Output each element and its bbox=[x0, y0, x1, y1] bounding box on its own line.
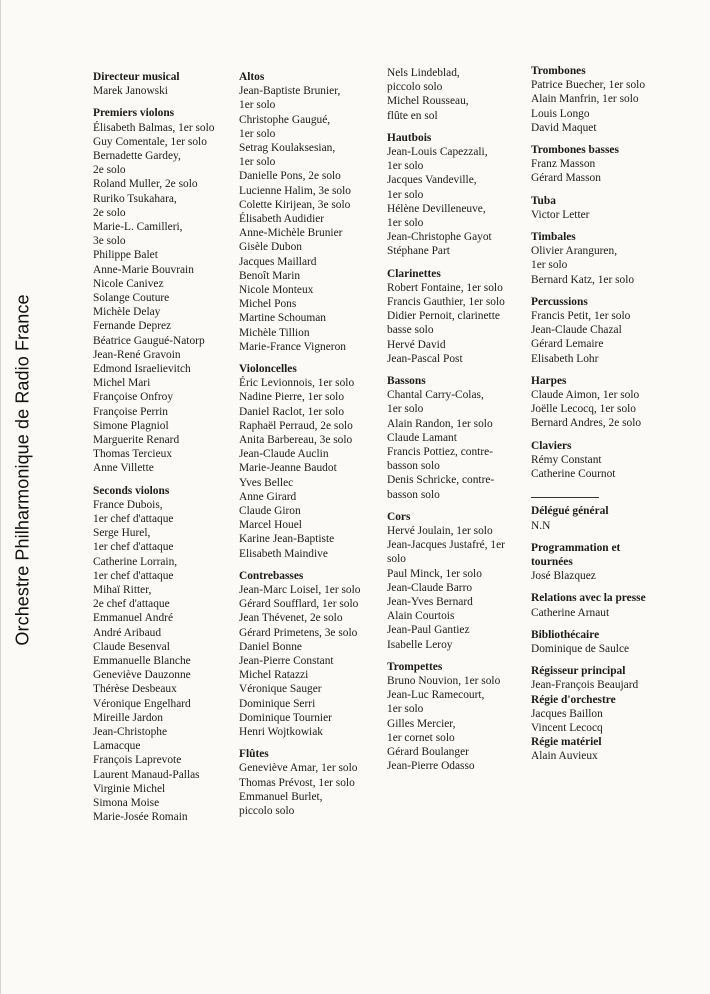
member-entry: Serge Hurel, bbox=[93, 527, 151, 540]
member-entry: Rémy Constant bbox=[531, 453, 602, 466]
member-entry: Benoît Marin bbox=[239, 269, 301, 282]
member-entry: Edmond Israelievitch bbox=[93, 363, 191, 375]
section-heading: Harpes bbox=[531, 374, 567, 387]
member-entry: Stéphane Part bbox=[387, 245, 450, 258]
member-entry: Jean-Baptiste Brunier, bbox=[239, 85, 341, 98]
member-entry: Thomas Tercieux bbox=[93, 448, 173, 461]
member-entry: Alain Auvieux bbox=[531, 750, 598, 763]
member-entry: basson solo bbox=[387, 488, 440, 501]
member-entry: David Maquet bbox=[531, 121, 597, 134]
member-entry: Jean-Christophe bbox=[93, 726, 168, 738]
member-entry: Catherine Arnaut bbox=[531, 606, 610, 619]
member-entry: Isabelle Leroy bbox=[387, 638, 453, 651]
member-entry: Marek Janowski bbox=[93, 85, 168, 98]
member-entry: 1er solo bbox=[387, 160, 424, 173]
member-entry: 2e solo bbox=[93, 206, 126, 219]
member-entry: Henri Wojtkowiak bbox=[239, 726, 323, 738]
member-entry: Gérard Masson bbox=[531, 172, 601, 185]
member-entry: Jean-Pierre Odasso bbox=[387, 760, 475, 773]
member-entry: Jean-Claude Chazal bbox=[531, 324, 622, 337]
member-entry: 1er solo bbox=[387, 403, 424, 416]
member-entry: Hervé David bbox=[387, 338, 446, 351]
member-entry: Daniel Bonne bbox=[239, 640, 302, 653]
member-entry: 1er chef d'attaque bbox=[93, 541, 174, 554]
member-entry: Emmanuelle Blanche bbox=[93, 655, 191, 667]
member-entry: 1er solo bbox=[239, 99, 276, 112]
member-entry: Jacques Baillon bbox=[531, 707, 603, 720]
section-heading: Cors bbox=[387, 510, 411, 523]
section-heading: Programmation et bbox=[531, 541, 621, 554]
member-entry: Nicole Canivez bbox=[93, 277, 164, 290]
member-entry: Thomas Prévost, 1er solo bbox=[239, 776, 355, 789]
member-entry: Catherine Lorrain, bbox=[93, 555, 178, 568]
section-heading: Directeur musical bbox=[93, 71, 180, 83]
member-entry: 2e chef d'attaque bbox=[93, 598, 170, 611]
member-entry: Marie-Josée Romain bbox=[93, 811, 188, 824]
member-entry: Michel Pons bbox=[239, 298, 297, 311]
member-entry: Gérard Boulanger bbox=[387, 746, 469, 758]
member-entry: André Aribaud bbox=[93, 626, 162, 639]
member-entry: Véronique Engelhard bbox=[93, 697, 191, 710]
member-entry: Anne-Michèle Brunier bbox=[239, 227, 343, 240]
member-entry: Nicole Monteux bbox=[239, 284, 314, 296]
section-heading: Régisseur principal bbox=[531, 665, 626, 678]
member-entry: Emmanuel André bbox=[93, 612, 174, 625]
section-heading: Violoncelles bbox=[239, 363, 297, 375]
member-entry: Marcel Houel bbox=[239, 519, 302, 532]
member-entry: Joëlle Lecocq, 1er solo bbox=[531, 403, 637, 416]
member-entry: Jean-Christophe Gayot bbox=[387, 231, 492, 244]
member-entry: Louis Longo bbox=[531, 107, 590, 120]
section-heading: Seconds violons bbox=[93, 484, 170, 497]
member-entry: Martine Schouman bbox=[239, 312, 326, 325]
member-entry: Dominique Serri bbox=[239, 697, 316, 710]
member-entry: Danielle Pons, 2e solo bbox=[239, 170, 341, 183]
member-entry: Jean-Claude Auclin bbox=[239, 448, 329, 461]
member-entry: Françoise Onfroy bbox=[93, 391, 174, 404]
member-entry: 1er cornet solo bbox=[387, 731, 455, 744]
member-entry: Vincent Lecocq bbox=[531, 722, 603, 734]
member-entry: Gilles Mercier, bbox=[387, 717, 456, 730]
section-heading: Trompettes bbox=[387, 660, 443, 673]
member-entry: Hervé Joulain, 1er solo bbox=[387, 525, 493, 537]
member-entry: Francis Pottiez, contre- bbox=[387, 446, 493, 458]
member-entry: N.N bbox=[531, 519, 551, 532]
member-entry: Lucienne Halim, 3e solo bbox=[239, 184, 351, 197]
member-entry: Fernande Deprez bbox=[93, 320, 172, 333]
member-entry: Marie-L. Camilleri, bbox=[93, 221, 183, 233]
member-entry: Jean-Paul Gantiez bbox=[387, 624, 470, 637]
member-entry: Francis Gauthier, 1er solo bbox=[387, 296, 505, 308]
section-heading: Bibliothécaire bbox=[531, 628, 600, 641]
member-entry: Mireille Jardon bbox=[93, 711, 163, 724]
member-entry: Elisabeth Maindive bbox=[239, 547, 328, 560]
member-entry: France Dubois, bbox=[93, 498, 163, 511]
section-heading: Tuba bbox=[531, 194, 556, 207]
member-entry: Laurent Manaud-Pallas bbox=[93, 768, 200, 781]
member-entry: Alain Manfrin, 1er solo bbox=[531, 93, 639, 106]
member-entry: Philippe Balet bbox=[93, 249, 158, 262]
member-entry: Marie-France Vigneron bbox=[239, 340, 346, 353]
member-entry: 1er chef d'attaque bbox=[93, 569, 174, 582]
member-entry: Claude Aimon, 1er solo bbox=[531, 389, 640, 401]
member-entry: Dominique Tournier bbox=[239, 711, 332, 724]
member-entry: Elisabeth Lohr bbox=[531, 352, 599, 365]
member-entry: Victor Letter bbox=[531, 208, 590, 221]
section-heading: Contrebasses bbox=[239, 569, 304, 582]
member-entry: basson solo bbox=[387, 460, 440, 473]
member-entry: José Blazquez bbox=[531, 570, 596, 583]
member-entry: Catherine Cournot bbox=[531, 468, 616, 480]
section-heading: Percussions bbox=[531, 295, 588, 308]
member-entry: Franz Masson bbox=[531, 158, 596, 171]
sub-heading: Régie d'orchestre bbox=[531, 693, 616, 706]
member-entry: piccolo solo bbox=[387, 81, 443, 94]
member-entry: solo bbox=[387, 553, 406, 566]
member-entry: Michel Rousseau, bbox=[387, 95, 469, 108]
member-entry: Paul Minck, 1er solo bbox=[387, 567, 482, 580]
member-entry: Dominique de Saulce bbox=[531, 643, 630, 655]
member-entry: Jacques Maillard bbox=[239, 255, 317, 268]
section-heading: Bassons bbox=[387, 375, 426, 387]
member-entry: Michel Ratazzi bbox=[239, 669, 309, 682]
member-entry: 2e solo bbox=[93, 164, 126, 177]
member-entry: Solange Couture bbox=[93, 292, 170, 304]
member-entry: 1er chef d'attaque bbox=[93, 513, 174, 525]
member-entry: Robert Fontaine, 1er solo bbox=[387, 281, 503, 294]
member-entry: Thérèse Desbeaux bbox=[93, 683, 177, 696]
member-entry: 1er solo bbox=[387, 703, 424, 716]
section-heading: Claviers bbox=[531, 439, 572, 452]
member-entry: Anita Barbereau, 3e solo bbox=[239, 434, 353, 446]
member-entry: Michel Mari bbox=[93, 377, 151, 390]
member-entry: Bernard Andres, 2e solo bbox=[531, 417, 642, 430]
member-entry: Jean-Claude Barro bbox=[387, 581, 473, 594]
member-entry: Chantal Carry-Colas, bbox=[387, 389, 484, 402]
section-heading: Timbales bbox=[531, 231, 576, 243]
section-heading: Relations avec la presse bbox=[531, 592, 646, 605]
member-entry: Mihaï Ritter, bbox=[93, 584, 152, 596]
member-entry: Claude Giron bbox=[239, 505, 301, 517]
spine-title-block bbox=[7, 294, 39, 646]
member-entry: Jean-Pierre Constant bbox=[239, 655, 334, 667]
member-entry: Patrice Buecher, 1er solo bbox=[531, 79, 646, 92]
section-heading: tournées bbox=[531, 556, 573, 568]
member-entry: Anne Villette bbox=[93, 462, 154, 475]
member-entry: Jean-Yves Bernard bbox=[387, 596, 473, 608]
member-entry: Bruno Nouvion, 1er solo bbox=[387, 675, 501, 687]
member-entry: Véronique Sauger bbox=[239, 683, 322, 696]
member-entry: Éric Levionnois, 1er solo bbox=[239, 377, 355, 390]
member-entry: Claude Lamant bbox=[387, 431, 457, 444]
member-entry: Jean-Luc Ramecourt, bbox=[387, 689, 485, 702]
member-entry: Roland Muller, 2e solo bbox=[93, 178, 198, 191]
member-entry: Gérard Soufflard, 1er solo bbox=[239, 598, 359, 611]
member-entry: Marie-Jeanne Baudot bbox=[239, 462, 337, 475]
member-entry: Béatrice Gaugué-Natorp bbox=[93, 334, 205, 347]
member-entry: Setrag Koulaksesian, bbox=[239, 142, 336, 154]
member-entry: Nels Lindeblad, bbox=[387, 67, 460, 79]
section-heading: Altos bbox=[239, 71, 265, 83]
section-heading: Délégué général bbox=[531, 505, 609, 518]
member-entry: Bernard Katz, 1er solo bbox=[531, 273, 635, 286]
member-entry: Didier Pernoit, clarinette bbox=[387, 310, 500, 323]
member-entry: Yves Bellec bbox=[239, 476, 294, 489]
member-entry: Karine Jean-Baptiste bbox=[239, 533, 335, 546]
member-entry: François Laprevote bbox=[93, 754, 182, 767]
member-entry: Anne-Marie Bouvrain bbox=[93, 263, 194, 276]
member-entry: Jean-Louis Capezzali, bbox=[387, 146, 488, 158]
member-entry: basse solo bbox=[387, 324, 434, 337]
member-entry: Jean-Marc Loisel, 1er solo bbox=[239, 584, 361, 596]
member-entry: Denis Schricke, contre- bbox=[387, 474, 495, 487]
member-entry: 1er solo bbox=[239, 127, 276, 140]
section-heading: Trombones bbox=[531, 65, 586, 77]
member-entry: Bernadette Gardey, bbox=[93, 150, 181, 162]
member-entry: 3e solo bbox=[93, 235, 126, 248]
member-entry: Olivier Aranguren, bbox=[531, 245, 618, 258]
member-entry: Simone Plagniol bbox=[93, 419, 169, 432]
member-entry: Alain Randon, 1er solo bbox=[387, 417, 493, 430]
member-entry: Jean-François Beaujard bbox=[531, 679, 639, 692]
member-entry: Gisèle Dubon bbox=[239, 241, 302, 254]
member-entry: Marguerite Renard bbox=[93, 434, 180, 446]
member-entry: Hélène Devilleneuve, bbox=[387, 202, 486, 215]
member-entry: piccolo solo bbox=[239, 805, 295, 817]
member-entry: Nadine Pierre, 1er solo bbox=[239, 391, 345, 404]
member-entry: Virginie Michel bbox=[93, 782, 166, 795]
member-entry: Élisabeth Balmas, 1er solo bbox=[93, 121, 215, 134]
member-entry: Colette Kirijean, 3e solo bbox=[239, 198, 351, 211]
member-entry: Jean-Pascal Post bbox=[387, 352, 463, 365]
member-entry: Jean Thévenet, 2e solo bbox=[239, 612, 343, 625]
member-entry: 1er solo bbox=[387, 217, 424, 229]
member-entry: 1er solo bbox=[239, 156, 276, 169]
member-entry: Emmanuel Burlet, bbox=[239, 790, 323, 803]
sub-heading: Régie matériel bbox=[531, 736, 602, 749]
section-heading: Trombones basses bbox=[531, 144, 619, 156]
member-entry: Claude Besenval bbox=[93, 640, 170, 653]
member-entry: Anne Girard bbox=[239, 490, 297, 503]
member-entry: Françoise Perrin bbox=[93, 405, 168, 418]
member-entry: Jean-René Gravoin bbox=[93, 348, 181, 361]
member-entry: Raphaël Perraud, 2e solo bbox=[239, 419, 353, 432]
spine-title: Orchestre Philharmonique de Radio France bbox=[12, 294, 33, 646]
member-entry: Christophe Gaugué, bbox=[239, 113, 331, 126]
member-entry: Francis Petit, 1er solo bbox=[531, 310, 631, 322]
section-heading: Hautbois bbox=[387, 131, 432, 144]
member-entry: Geneviève Amar, 1er solo bbox=[239, 762, 358, 775]
member-entry: Guy Comentale, 1er solo bbox=[93, 135, 207, 148]
member-entry: 1er solo bbox=[387, 188, 424, 201]
member-entry: Ruriko Tsukahara, bbox=[93, 192, 177, 205]
member-entry: Élisabeth Audidier bbox=[239, 213, 325, 225]
member-entry: Gérard Lemaire bbox=[531, 338, 604, 351]
member-entry: 1er solo bbox=[531, 259, 568, 272]
member-entry: Simona Moise bbox=[93, 797, 160, 809]
member-entry: Jean-Jacques Justafré, 1er bbox=[387, 539, 505, 552]
member-entry: Jacques Vandeville, bbox=[387, 174, 477, 187]
section-heading: Premiers violons bbox=[93, 107, 175, 120]
member-entry: Alain Courtois bbox=[387, 610, 455, 623]
member-entry: Gérard Primetens, 3e solo bbox=[239, 626, 358, 639]
section-divider bbox=[531, 497, 599, 498]
member-entry: flûte en sol bbox=[387, 109, 438, 122]
member-entry: Michèle Tillion bbox=[239, 326, 310, 339]
member-entry: Daniel Raclot, 1er solo bbox=[239, 405, 345, 418]
member-entry: Michèle Delay bbox=[93, 306, 161, 319]
section-heading: Clarinettes bbox=[387, 267, 441, 280]
section-heading: Flûtes bbox=[239, 748, 269, 761]
member-entry: Geneviève Dauzonne bbox=[93, 669, 191, 682]
member-entry: Lamacque bbox=[93, 740, 141, 753]
